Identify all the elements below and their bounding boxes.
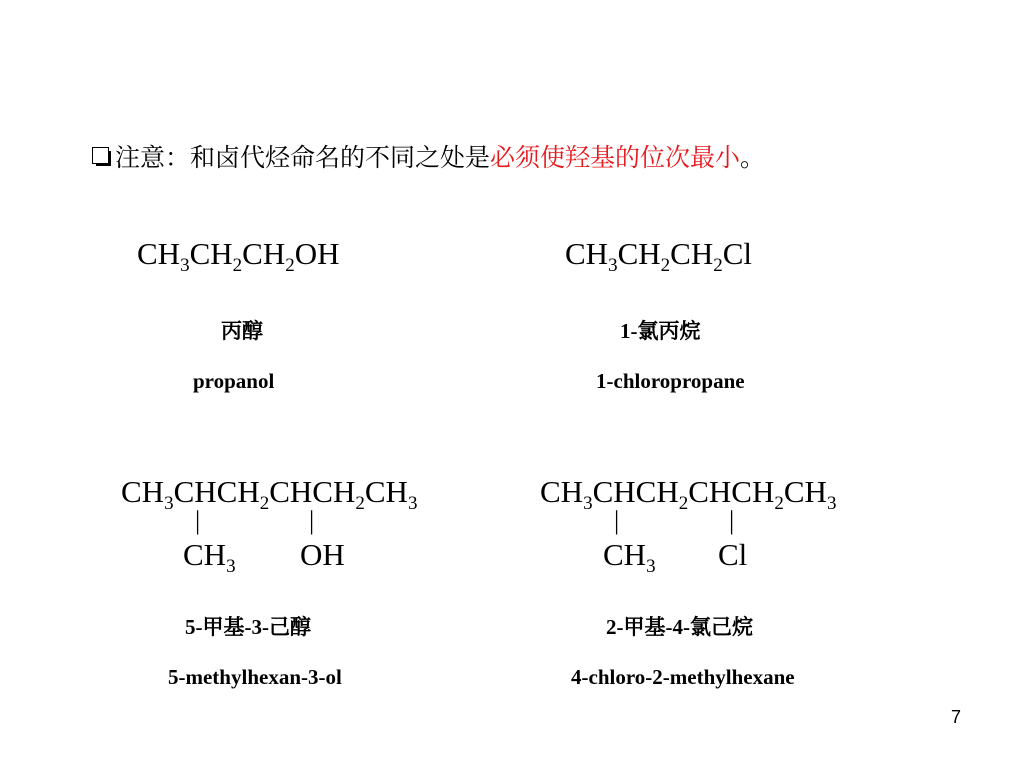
formula-subscript: 3	[583, 493, 593, 514]
formula-subscript: 2	[660, 255, 671, 276]
formula-atom: CH	[137, 236, 181, 271]
formula-atom: CH	[603, 537, 647, 572]
formula-subscript: 3	[407, 493, 418, 514]
page-number: 7	[950, 707, 961, 727]
name-cn-chloropropane: 1-氯丙烷	[620, 319, 701, 343]
substituent-hydroxyl: OH	[300, 537, 345, 572]
note-prefix: 注意：和卤代烃命名的不同之处是	[115, 143, 491, 172]
formula-subscript: 2	[232, 255, 243, 276]
formula-atom: CHCH	[269, 474, 356, 509]
formula-subscript: 2	[259, 493, 270, 514]
bond-line: |	[309, 506, 315, 535]
formula-atom: CH	[364, 474, 408, 509]
checkbox-bullet-icon	[92, 147, 109, 164]
name-en-chloromethylhexane: 4-chloro-2-methylhexane	[571, 665, 795, 689]
formula-atom: OH	[294, 236, 340, 271]
note-suffix: 。	[740, 143, 766, 172]
formula-atom: CH	[183, 537, 227, 572]
bond-line: |	[729, 506, 735, 535]
name-cn-methylhexanol: 5-甲基-3-己醇	[185, 615, 311, 639]
formula-subscript: 2	[774, 493, 784, 514]
name-cn-chloromethylhexane: 2-甲基-4-氯己烷	[606, 615, 753, 639]
formula-atom: CH	[670, 236, 714, 271]
name-en-propanol: propanol	[193, 369, 275, 393]
formula-subscript: 3	[226, 556, 236, 577]
formula-subscript: 3	[826, 493, 837, 514]
formula-atom: CHCH	[592, 474, 679, 509]
formula-atom: CH	[242, 236, 286, 271]
formula-chloromethylhexane	[540, 474, 837, 514]
formula-subscript: 3	[608, 255, 618, 276]
note-highlight: 必须使羟基的位次最小	[490, 143, 741, 172]
formula-atom: CH	[565, 236, 609, 271]
formula-propanol	[137, 236, 340, 276]
bond-line: |	[195, 506, 201, 535]
substituent-chloro: Cl	[718, 537, 748, 572]
bond-line: |	[614, 506, 620, 535]
formula-atom: CH	[783, 474, 827, 509]
name-cn-propanol: 丙醇	[221, 319, 263, 343]
formula-chloropropane	[565, 236, 753, 276]
formula-subscript: 3	[646, 556, 656, 577]
formula-subscript: 2	[285, 255, 295, 276]
substituent-methyl	[183, 537, 236, 577]
formula-atom: Cl	[722, 236, 753, 271]
note-line	[92, 140, 765, 176]
formula-subscript: 3	[164, 493, 174, 514]
formula-subscript: 2	[713, 255, 723, 276]
formula-atom: CHCH	[173, 474, 260, 509]
formula-atom: CHCH	[688, 474, 775, 509]
formula-subscript: 2	[678, 493, 689, 514]
formula-atom: CH	[540, 474, 584, 509]
formula-subscript: 2	[355, 493, 365, 514]
formula-atom: CH	[121, 474, 165, 509]
name-en-chloropropane: 1-chloropropane	[596, 369, 745, 393]
formula-atom: CH	[617, 236, 661, 271]
formula-methylhexanol	[121, 474, 418, 514]
formula-subscript: 3	[180, 255, 190, 276]
substituent-methyl	[603, 537, 656, 577]
formula-atom: CH	[189, 236, 233, 271]
name-en-methylhexanol: 5-methylhexan-3-ol	[168, 665, 342, 689]
